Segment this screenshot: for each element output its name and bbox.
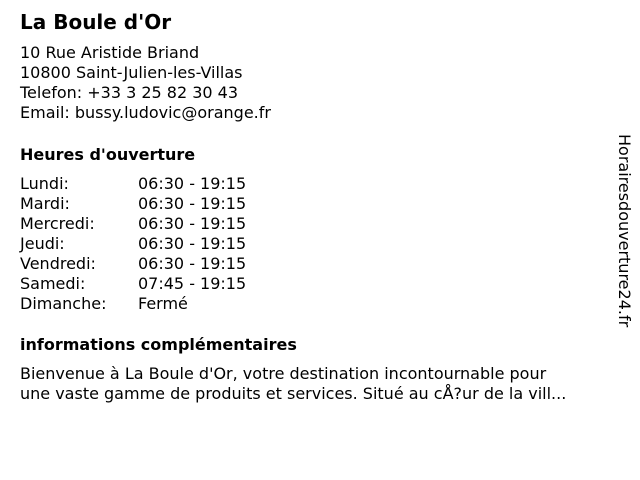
day-label: Samedi: — [20, 274, 86, 293]
day-label: Mercredi: — [20, 214, 95, 233]
phone-number: Telefon: +33 3 25 82 30 43 — [20, 83, 239, 102]
info-line: Bienvenue à La Boule d'Or, votre destination incontournable pour — [20, 364, 547, 383]
site-watermark: Horairesdouverture24.fr — [615, 134, 634, 328]
day-hours: 06:30 - 19:15 — [138, 194, 247, 213]
additional-info-heading: informations complémentaires — [20, 335, 297, 354]
hours-row-wednesday — [20, 214, 246, 234]
hours-row-thursday — [20, 234, 246, 254]
hours-row-saturday — [20, 274, 246, 294]
day-hours: 07:45 - 19:15 — [138, 274, 247, 293]
hours-row-sunday — [20, 294, 246, 314]
email-address: Email: bussy.ludovic@orange.fr — [20, 103, 271, 122]
day-hours: 06:30 - 19:15 — [138, 214, 247, 233]
day-hours: 06:30 - 19:15 — [138, 174, 247, 193]
hours-row-monday — [20, 174, 246, 194]
opening-hours-heading: Heures d'ouverture — [20, 145, 196, 164]
day-label: Jeudi: — [20, 234, 65, 253]
day-label: Dimanche: — [20, 294, 107, 313]
day-label: Mardi: — [20, 194, 70, 213]
info-line: une vaste gamme de produits et services. Situé au cÅ?ur de la vill... — [20, 384, 567, 403]
day-hours: 06:30 - 19:15 — [138, 254, 247, 273]
day-hours: 06:30 - 19:15 — [138, 234, 247, 253]
hours-row-tuesday — [20, 194, 246, 214]
business-name: La Boule d'Or — [20, 10, 172, 34]
opening-hours-table — [20, 174, 246, 314]
contact-block — [20, 43, 271, 123]
hours-row-friday — [20, 254, 246, 274]
address-street: 10 Rue Aristide Briand — [20, 43, 200, 62]
additional-info-text — [20, 364, 620, 404]
day-label: Vendredi: — [20, 254, 96, 273]
day-label: Lundi: — [20, 174, 69, 193]
day-hours: Fermé — [138, 294, 188, 313]
address-city: 10800 Saint-Julien-les-Villas — [20, 63, 243, 82]
